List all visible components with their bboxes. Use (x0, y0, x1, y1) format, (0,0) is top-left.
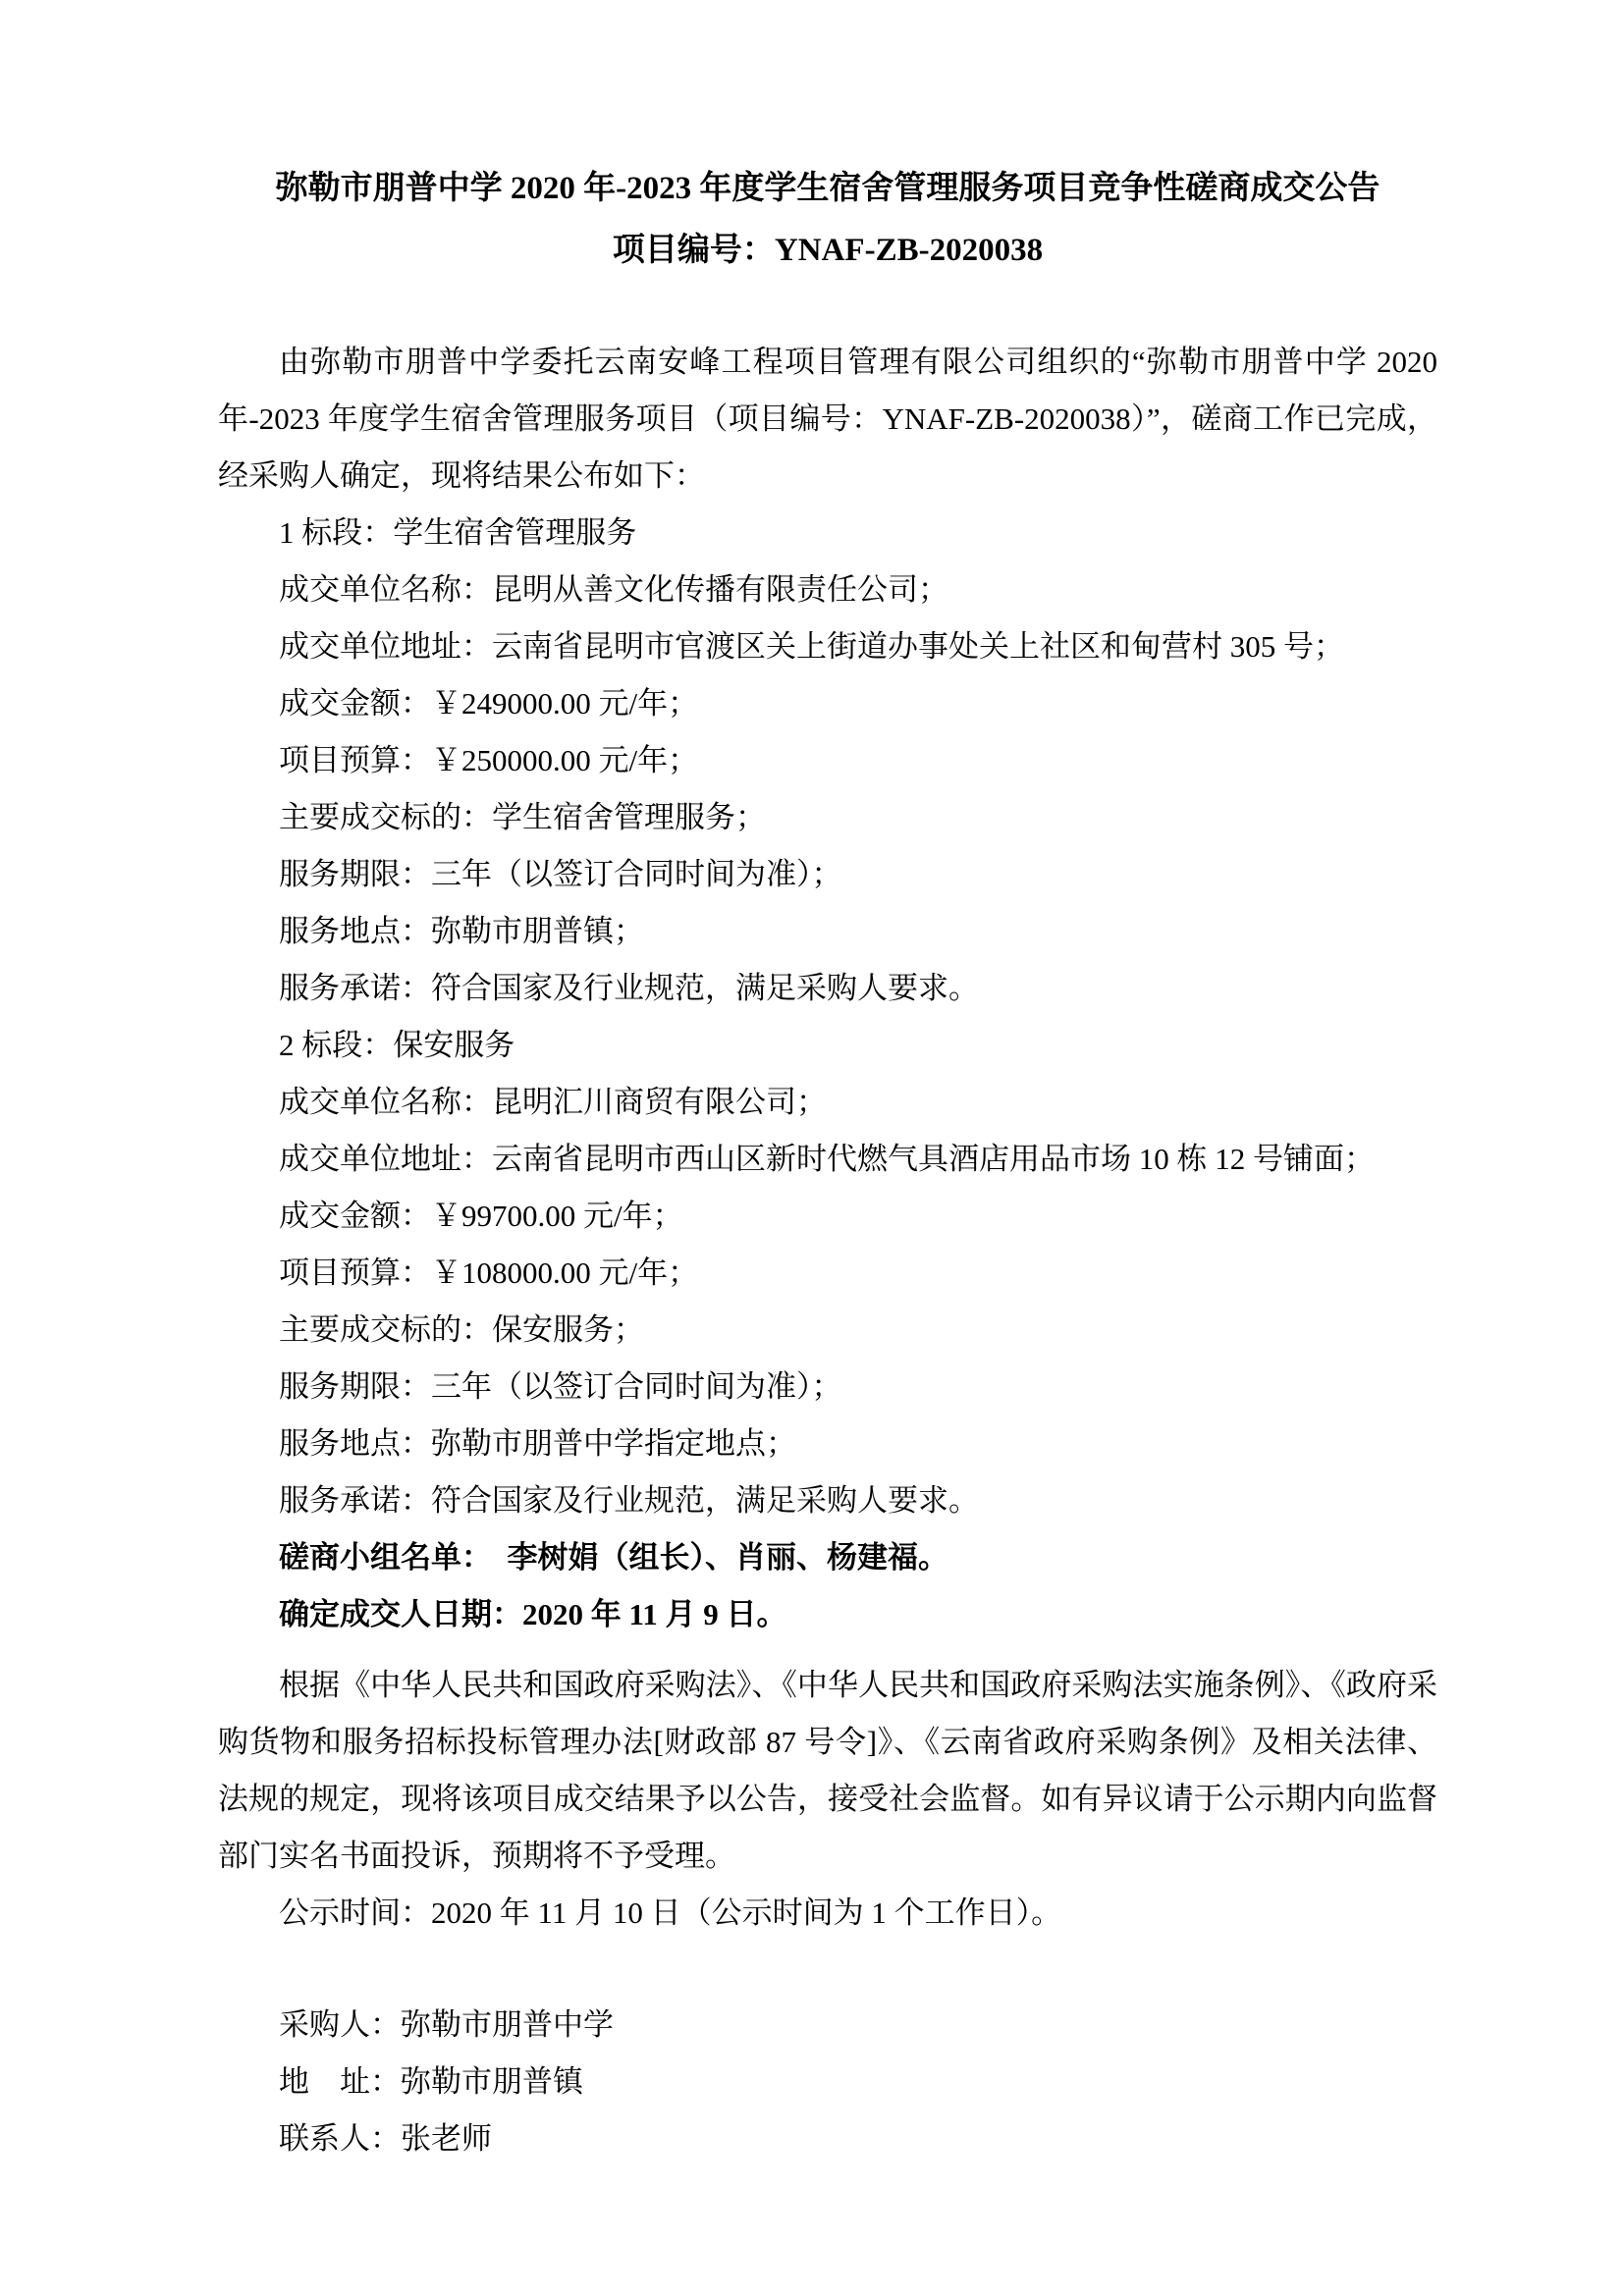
contact-block (218, 1997, 1437, 2167)
lot1-service-term: 服务期限：三年（以签订合同时间为准）； (279, 857, 842, 891)
publicity-period: 公示时间：2020 年 11 月 10 日（公示时间为 1 个工作日）。 (279, 1896, 1062, 1930)
lot1-winner-address: 成交单位地址：云南省昆明市官渡区关上街道办事处关上社区和甸营村 305 号； (279, 629, 1344, 664)
lot2-service-location: 服务地点：弥勒市朋普中学指定地点； (279, 1426, 796, 1461)
intro-paragraph: 由弥勒市朋普中学委托云南安峰工程项目管理有限公司组织的“弥勒市朋普中学 2020 年-2023 年度学生宿舍管理服务项目（项目编号：YNAF-ZB-2020038）”，磋商工作已完成，经采购人确定，现将结果公布如下： (218, 345, 1437, 493)
legal-basis-paragraph: 根据《中华人民共和国政府采购法》、《中华人民共和国政府采购法实施条例》、《政府采购货物和服务招标投标管理办法[财政部 87 号令]》、《云南省政府采购条例》及相关法律、法规的规定，现将该项目成交结果予以公告，接受社会监督。如有异议请于公示期内向监督部门实名书面投诉，预期将不予受理。 (218, 1668, 1437, 1873)
lot1-service-location: 服务地点：弥勒市朋普镇； (279, 914, 644, 948)
page-title: 弥勒市朋普中学 2020 年-2023 年度学生宿舍管理服务项目竞争性磋商成交公告 (275, 171, 1380, 206)
negotiation-team-list: 磋商小组名单： 李树娟（组长）、肖丽、杨建福。 (279, 1540, 948, 1575)
lot2-service-commitment: 服务承诺：符合国家及行业规范，满足采购人要求。 (279, 1483, 979, 1518)
lot1-header: 1 标段：学生宿舍管理服务 (279, 515, 637, 550)
lot1-award-amount: 成交金额：￥249000.00 元/年； (279, 686, 699, 721)
lot2-subject: 主要成交标的：保安服务； (279, 1312, 644, 1347)
award-confirmation-date: 确定成交人日期：2020 年 11 月 9 日。 (279, 1597, 787, 1631)
lot1-subject: 主要成交标的：学生宿舍管理服务； (279, 800, 766, 834)
lot1-winner-name: 成交单位名称：昆明从善文化传播有限责任公司； (279, 572, 948, 607)
lot1-service-commitment: 服务承诺：符合国家及行业规范，满足采购人要求。 (279, 971, 979, 1005)
contact-person-line: 联系人：张老师 (279, 2121, 492, 2156)
purchaser-line: 采购人：弥勒市朋普中学 (279, 2007, 614, 2042)
lot2-winner-name: 成交单位名称：昆明汇川商贸有限公司； (279, 1085, 827, 1119)
lot2-budget: 项目预算：￥108000.00 元/年； (279, 1255, 699, 1290)
lot2-award-amount: 成交金额：￥99700.00 元/年； (279, 1199, 683, 1233)
address-line: 地 址：弥勒市朋普镇 (279, 2064, 583, 2099)
lot2-winner-address: 成交单位地址：云南省昆明市西山区新时代燃气具酒店用品市场 10 栋 12 号铺面； (279, 1142, 1375, 1176)
document-body (218, 334, 1437, 2167)
project-number: 项目编号：YNAF-ZB-2020038 (612, 233, 1044, 268)
lot2-service-term: 服务期限：三年（以签订合同时间为准）； (279, 1369, 842, 1404)
lot1-budget: 项目预算：￥250000.00 元/年； (279, 743, 699, 777)
lot2-header: 2 标段：保安服务 (279, 1028, 515, 1062)
